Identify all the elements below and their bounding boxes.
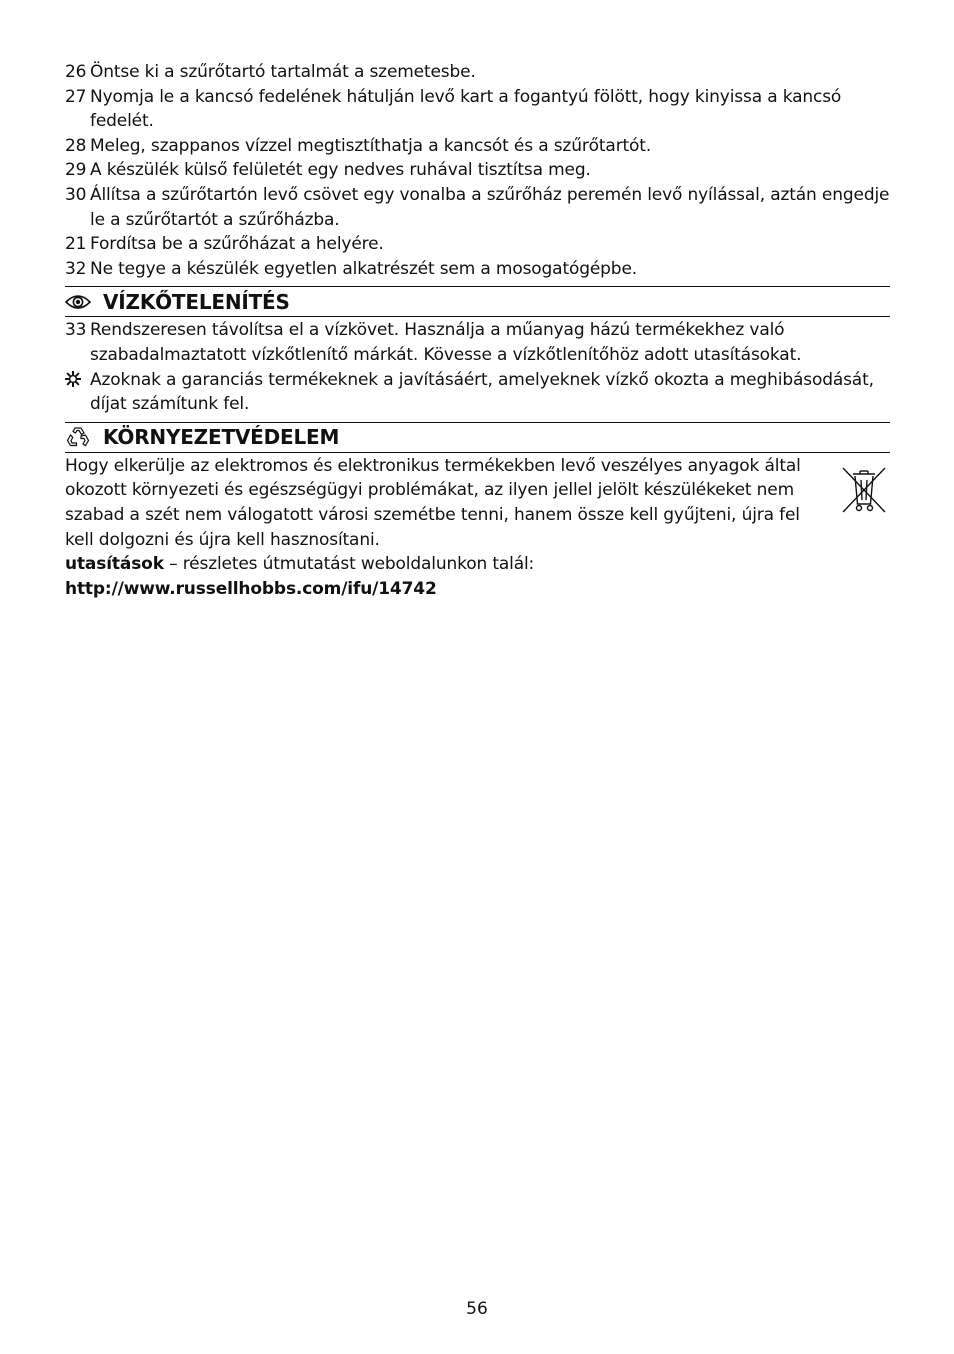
step-number: 32 <box>65 258 87 279</box>
instructions-url[interactable]: http://www.russellhobbs.com/ifu/14742 <box>65 578 437 599</box>
step-item <box>65 318 890 367</box>
section-heading-environment <box>65 422 890 453</box>
warning-burst-icon <box>65 368 90 417</box>
warning-note <box>65 368 890 417</box>
step-text: A készülék külső felületét egy nedves ruhával tisztítsa meg. <box>90 160 591 181</box>
step-text: Meleg, szappanos vízzel megtisztíthatja a kancsót és a szűrőtartót. <box>90 135 652 156</box>
document-page <box>65 60 890 601</box>
step-text: Állítsa a szűrőtartón levő csövet egy vonalba a szűrőház peremén levő nyílással, aztán engedje le a szűrőtartót a szűrőházba. <box>90 184 890 230</box>
section-heading-descaling <box>65 286 890 317</box>
step-item <box>65 257 890 282</box>
instructions-text: – részletes útmutatást weboldalunkon talál: <box>163 554 535 575</box>
page-number: 56 <box>466 1299 488 1319</box>
step-number: 30 <box>65 184 87 205</box>
step-item <box>65 85 890 134</box>
step-text: Rendszeresen távolítsa el a vízkövet. Használja a műanyag házú termékekhez való szabadalmaztatott vízkőtlenítő márkát. Kövesse a vízkőtlenítőhöz adott utasításokat. <box>90 320 802 365</box>
step-item <box>65 158 890 183</box>
step-text: Ne tegye a készülék egyetlen alkatrészét sem a mosogatógépbe. <box>90 258 638 279</box>
step-number: 33 <box>65 320 87 341</box>
recycle-icon <box>65 426 91 448</box>
step-item <box>65 183 890 232</box>
step-item <box>65 60 890 85</box>
environment-text: Hogy elkerülje az elektromos és elektronikus termékekben levő veszélyes anyagok által okozott környezeti és egészségügyi problémákat, az ilyen jellel jelölt készülékeket nem szabad a szét nem válogatott városi szemétbe tenni, hanem össze kell gyűjteni, újra fel kell dolgozni és újra kell hasznosítani. <box>65 455 801 550</box>
step-text: Nyomja le a kancsó fedelének hátulján levő kart a fogantyú fölött, hogy kinyissa a kancsó fedelét. <box>90 86 842 132</box>
eye-icon <box>65 291 91 313</box>
step-text: Fordítsa be a szűrőházat a helyére. <box>90 234 384 255</box>
step-item <box>65 134 890 159</box>
environment-block <box>65 454 890 552</box>
step-number: 29 <box>65 160 87 181</box>
step-text: Öntse ki a szűrőtartó tartalmát a szemetesbe. <box>90 62 476 82</box>
instructions-label: utasítások <box>65 554 164 575</box>
warning-text: Azoknak a garanciás termékeknek a javításáért, amelyeknek vízkő okozta a meghibásodását, díjat számítunk fel. <box>90 369 874 415</box>
steps-list <box>65 60 890 281</box>
section-title: KÖRNYEZETVÉDELEM <box>103 425 340 450</box>
step-number: 26 <box>65 62 87 82</box>
section-title: VÍZKŐTELENÍTÉS <box>103 289 290 314</box>
instructions-line <box>65 552 890 577</box>
step-item <box>65 232 890 257</box>
step-number: 27 <box>65 86 87 107</box>
step-number: 28 <box>65 135 87 156</box>
step-number: 21 <box>65 234 87 255</box>
crossed-out-bin-icon <box>838 454 890 552</box>
